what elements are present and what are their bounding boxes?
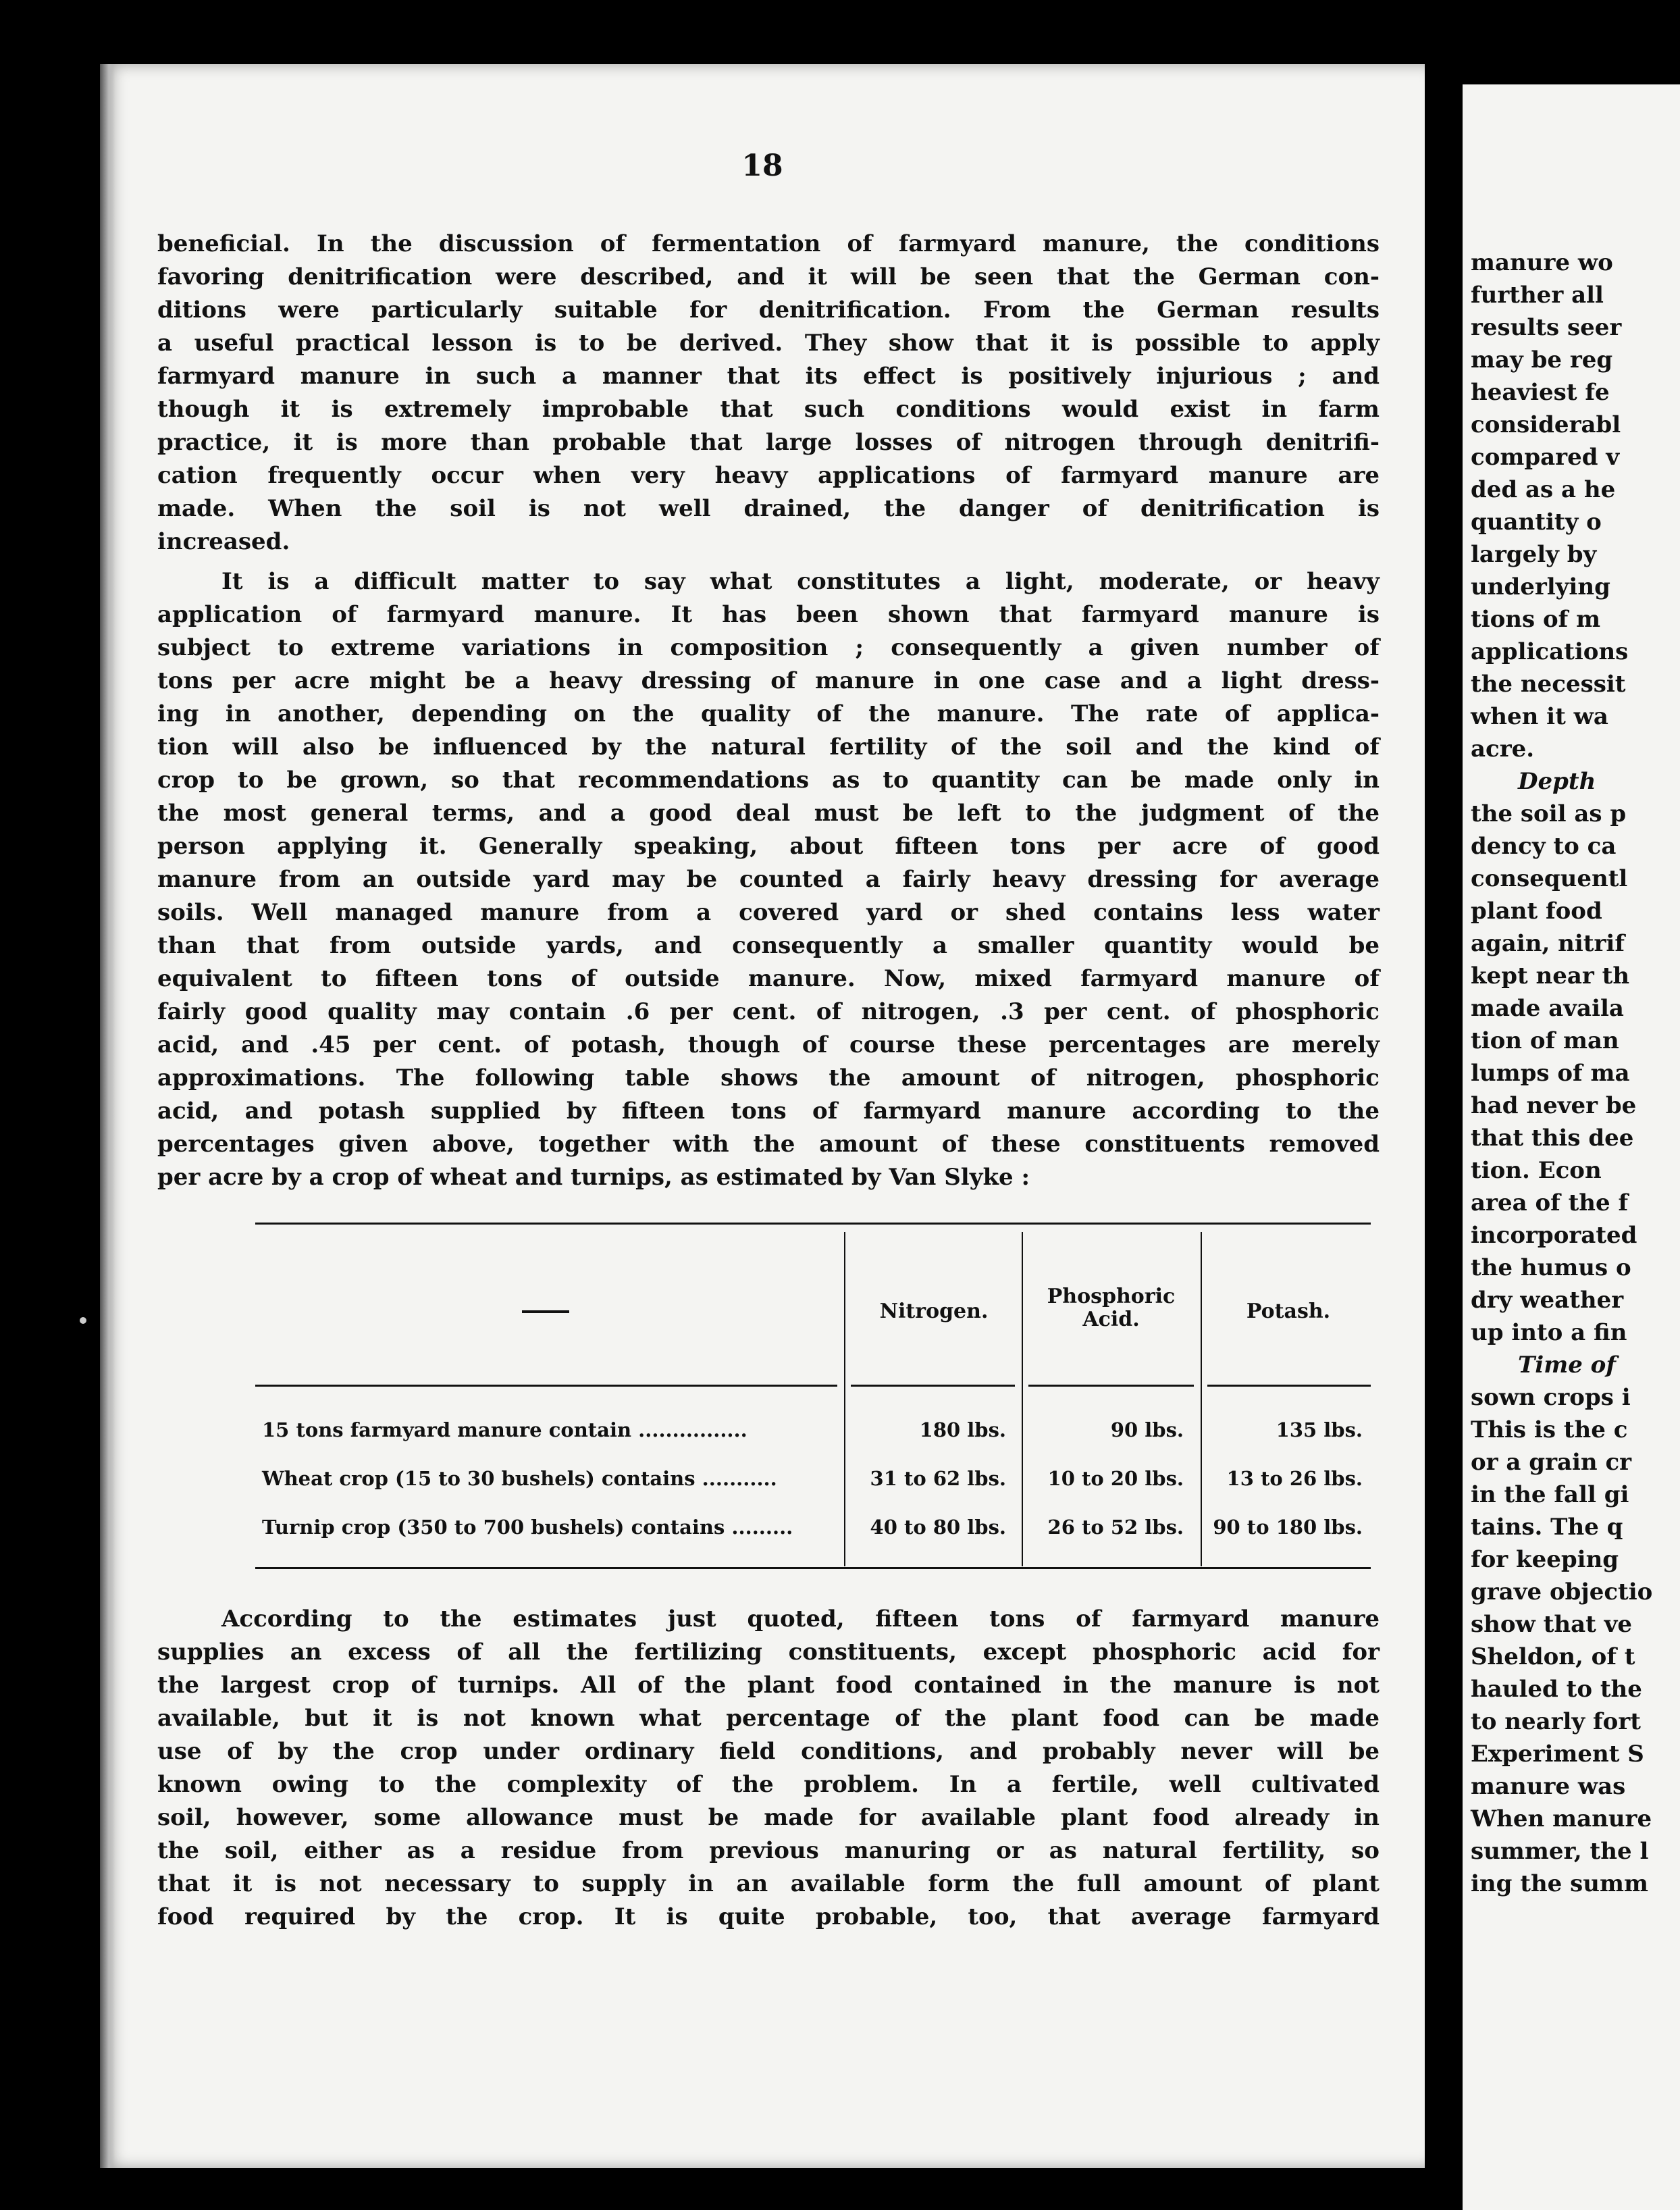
right-page-line: the soil as p (1471, 800, 1627, 827)
table-row-label: 15 tons farmyard manure contain ................ (262, 1418, 747, 1441)
right-page-line: for keeping (1471, 1546, 1619, 1573)
right-page-text (1471, 247, 1652, 1900)
right-page-line: that this dee (1471, 1125, 1634, 1152)
table-header-nitrogen: Nitrogen. (879, 1300, 989, 1323)
right-page-line: sown crops i (1471, 1384, 1631, 1411)
nutrient-table (255, 1223, 1371, 1574)
right-page-line: tion. Econ (1471, 1157, 1602, 1184)
table-cell: 13 to 26 lbs. (1226, 1467, 1363, 1490)
right-page-line: largely by (1471, 541, 1597, 568)
text-line: manure from an outside yard may be counted a fairly heavy dressing for average (157, 866, 1380, 893)
right-page-line: show that ve (1471, 1611, 1633, 1638)
right-page-line: underlying (1471, 573, 1610, 600)
table-cell: 90 to 180 lbs. (1213, 1516, 1363, 1539)
table-cell: 180 lbs. (919, 1418, 1006, 1441)
right-page-line: made availa (1471, 995, 1624, 1022)
right-page-line: considerabl (1471, 411, 1621, 438)
text-line: a useful practical lesson is to be derived. They show that it is possible to apply (157, 330, 1380, 357)
table-bottom-rule (255, 1567, 1371, 1569)
text-line: acid, and .45 per cent. of potash, though of course these percentages are merely (157, 1031, 1380, 1058)
text-line: application of farmyard manure. It has been shown that farmyard manure is (157, 601, 1380, 628)
right-page-line: results seer (1471, 314, 1622, 341)
right-page-line: Experiment S (1471, 1741, 1644, 1768)
table-row-label: Wheat crop (15 to 30 bushels) contains ........... (262, 1467, 777, 1490)
text-line: the largest crop of turnips. All of the plant food contained in the manure is not (157, 1672, 1380, 1699)
right-page-line: manure was (1471, 1773, 1626, 1800)
text-line: though it is extremely improbable that such conditions would exist in farm (157, 396, 1380, 423)
right-page-line: the necessit (1471, 671, 1626, 698)
text-line: percentages given above, together with the amount of these constituents removed (157, 1131, 1380, 1158)
table-header-blank (522, 1310, 569, 1313)
text-line: person applying it. Generally speaking, about fifteen tons per acre of good (157, 833, 1380, 860)
table-header-rule (1207, 1385, 1371, 1387)
table-column-divider (844, 1232, 845, 1566)
text-line: made. When the soil is not well drained, the danger of denitrification is (157, 495, 1380, 522)
text-line: It is a difficult matter to say what constitutes a light, moderate, or heavy (221, 568, 1380, 595)
right-page-line: tion of man (1471, 1027, 1619, 1054)
text-line: cation frequently occur when very heavy applications of farmyard manure are (157, 462, 1380, 489)
text-line: fairly good quality may contain .6 per cent. of nitrogen, .3 per cent. of phosphoric (157, 998, 1380, 1025)
text-line: According to the estimates just quoted, fifteen tons of farmyard manure (221, 1605, 1380, 1633)
table-header-rule (255, 1385, 837, 1387)
paragraph-1 (157, 228, 1380, 559)
right-page-line: when it wa (1471, 703, 1608, 730)
right-page-line: again, nitrif (1471, 930, 1625, 957)
right-page-line: compared v (1471, 444, 1620, 471)
text-line: tons per acre might be a heavy dressing of manure in one case and a light dress- (157, 667, 1380, 694)
text-line: known owing to the complexity of the problem. In a fertile, well cultivated (157, 1771, 1380, 1798)
table-header-rule (1028, 1385, 1194, 1387)
table-cell: 40 to 80 lbs. (870, 1516, 1006, 1539)
right-page-line: plant food (1471, 898, 1602, 925)
text-line: per acre by a crop of wheat and turnips, as estimated by Van Slyke : (157, 1164, 1030, 1191)
right-page-line: quantity o (1471, 509, 1602, 536)
paragraph-3 (157, 1603, 1380, 1934)
right-page-line: or a grain cr (1471, 1449, 1632, 1476)
text-line: crop to be grown, so that recommendations as to quantity can be made only in (157, 767, 1380, 794)
text-line: subject to extreme variations in composition ; consequently a given number of (157, 634, 1380, 661)
right-page-line: Time of (1518, 1352, 1616, 1379)
right-page-line: hauled to the (1471, 1676, 1642, 1703)
scan-speck (80, 1317, 86, 1324)
table-column-divider (1201, 1232, 1202, 1566)
text-line: favoring denitrification were described, and it will be seen that the German con- (157, 263, 1380, 290)
right-page-line: When manure (1471, 1805, 1652, 1832)
text-line: supplies an excess of all the fertilizing constituents, except phosphoric acid for (157, 1639, 1380, 1666)
right-page-line: area of the f (1471, 1189, 1629, 1216)
table-cell: 10 to 20 lbs. (1047, 1467, 1184, 1490)
text-line: equivalent to fifteen tons of outside manure. Now, mixed farmyard manure of (157, 965, 1380, 992)
text-line: approximations. The following table shows the amount of nitrogen, phosphoric (157, 1064, 1380, 1091)
right-page-line: further all (1471, 282, 1604, 309)
right-page-line: lumps of ma (1471, 1060, 1630, 1087)
table-row-label: Turnip crop (350 to 700 bushels) contains ......... (262, 1516, 793, 1539)
table-header-rule (851, 1385, 1015, 1387)
text-line: ing in another, depending on the quality of the manure. The rate of applica- (157, 700, 1380, 727)
right-page-line: tions of m (1471, 606, 1601, 633)
table-cell: 135 lbs. (1276, 1418, 1363, 1441)
table-cell: 31 to 62 lbs. (870, 1467, 1006, 1490)
right-page-line: summer, the l (1471, 1838, 1649, 1865)
right-page-fragment (1463, 84, 1680, 2210)
text-line: the soil, either as a residue from previous manuring or as natural fertility, so (157, 1837, 1380, 1864)
text-line: increased. (157, 528, 290, 555)
text-line: the most general terms, and a good deal must be left to the judgment of the (157, 800, 1380, 827)
text-line: acid, and potash supplied by fifteen tons of farmyard manure according to the (157, 1098, 1380, 1125)
text-line: beneficial. In the discussion of fermentation of farmyard manure, the conditions (157, 230, 1380, 257)
right-page-line: manure wo (1471, 249, 1613, 276)
text-line: practice, it is more than probable that large losses of nitrogen through denitrifi- (157, 429, 1380, 456)
right-page-line: acre. (1471, 736, 1535, 763)
right-page-line: ded as a he (1471, 476, 1616, 503)
text-line: that it is not necessary to supply in an available form the full amount of plant (157, 1870, 1380, 1897)
right-page-line: to nearly fort (1471, 1708, 1641, 1735)
right-page-line: had never be (1471, 1092, 1637, 1119)
table-column-divider (1022, 1232, 1023, 1566)
right-page-line: up into a fin (1471, 1319, 1627, 1346)
right-page-line: dency to ca (1471, 833, 1617, 860)
table-cell: 90 lbs. (1110, 1418, 1184, 1441)
right-page-line: heaviest fe (1471, 379, 1610, 406)
table-top-rule (255, 1223, 1371, 1225)
text-line: farmyard manure in such a manner that its effect is positively injurious ; and (157, 363, 1380, 390)
right-page-line: applications (1471, 638, 1629, 665)
right-page-line: Sheldon, of t (1471, 1643, 1635, 1670)
right-page-line: tains. The q (1471, 1514, 1623, 1541)
right-page-line: This is the c (1471, 1416, 1628, 1443)
right-page-line: may be reg (1471, 346, 1613, 374)
text-line: soil, however, some allowance must be made for available plant food already in (157, 1804, 1380, 1831)
text-line: soils. Well managed manure from a covered yard or shed contains less water (157, 899, 1380, 926)
right-page-line: dry weather (1471, 1287, 1624, 1314)
right-page-line: grave objectio (1471, 1578, 1653, 1605)
right-page-line: consequentl (1471, 865, 1628, 892)
text-line: tion will also be influenced by the natural fertility of the soil and the kind of (157, 734, 1380, 761)
right-page-line: ing the summ (1471, 1870, 1648, 1897)
paragraph-2 (157, 565, 1380, 1194)
text-line: ditions were particularly suitable for denitrification. From the German results (157, 297, 1380, 324)
text-line: food required by the crop. It is quite probable, too, that average farmyard (157, 1903, 1380, 1930)
text-line: available, but it is not known what percentage of the plant food can be made (157, 1705, 1380, 1732)
page-number: 18 (741, 149, 783, 183)
table-cell: 26 to 52 lbs. (1047, 1516, 1184, 1539)
text-line: than that from outside yards, and consequently a smaller quantity would be (157, 932, 1380, 959)
right-page-line: incorporated (1471, 1222, 1637, 1249)
right-page-line: in the fall gi (1471, 1481, 1629, 1508)
right-page-line: the humus o (1471, 1254, 1631, 1281)
table-header-phosphoric-acid: Phosphoric Acid. (1047, 1285, 1176, 1331)
right-page-line: Depth (1518, 768, 1596, 795)
right-page-line: kept near th (1471, 962, 1630, 990)
table-header-potash: Potash. (1246, 1300, 1331, 1323)
text-line: use of by the crop under ordinary field conditions, and probably never will be (157, 1738, 1380, 1765)
